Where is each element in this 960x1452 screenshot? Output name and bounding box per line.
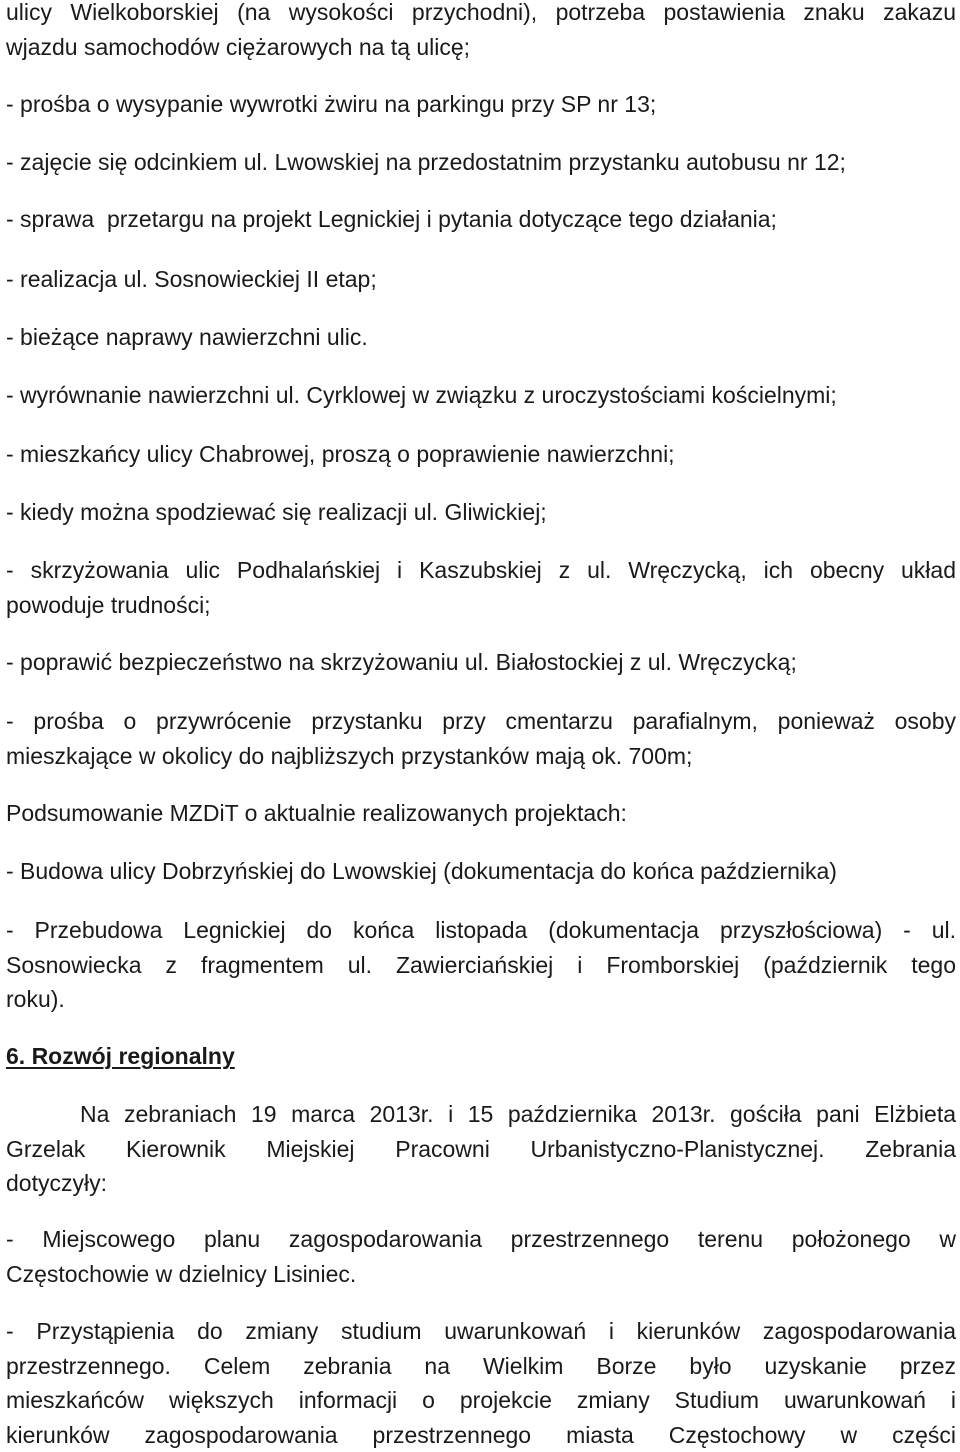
list-item: [6, 913, 956, 1017]
text-line: Na zebraniach 19 marca 2013r. i 15 października 2013r. gościła pani Elżbieta: [6, 1097, 956, 1132]
list-item: [6, 262, 956, 297]
text-line: Częstochowie w dzielnicy Lisiniec.: [6, 1257, 956, 1292]
text-line: - mieszkańcy ulicy Chabrowej, proszą o poprawienie nawierzchni;: [6, 437, 956, 472]
text-line: - kiedy można spodziewać się realizacji ul. Gliwickiej;: [6, 495, 956, 530]
text-line: - prośba o przywrócenie przystanku przy cmentarzu parafialnym, ponieważ osoby: [6, 704, 956, 739]
list-item: [6, 1314, 956, 1452]
list-item: [6, 145, 956, 180]
text-line: Sosnowiecka z fragmentem ul. Zawierciańskiej i Fromborskiej (październik tego: [6, 948, 956, 983]
text-line: mieszkańców większych informacji o projekcie zmiany Studium uwarunkowań i: [6, 1383, 956, 1418]
text-line: - poprawić bezpieczeństwo na skrzyżowaniu ul. Białostockiej z ul. Wręczycką;: [6, 645, 956, 680]
text-line: - realizacja ul. Sosnowieckiej II etap;: [6, 262, 956, 297]
section-heading-text: 6. Rozwój regionalny: [6, 1039, 956, 1074]
list-item: [6, 378, 956, 413]
section-summary-title: [6, 796, 956, 831]
list-item: [6, 320, 956, 355]
text-line: - Przebudowa Legnickiej do końca listopada (dokumentacja przyszłościowa) - ul.: [6, 913, 956, 948]
list-item: [6, 437, 956, 472]
text-line: - Miejscowego planu zagospodarowania przestrzennego terenu położonego w: [6, 1222, 956, 1257]
paragraph: [6, 0, 956, 64]
text-line: kierunków zagospodarowania przestrzennego miasta Częstochowy w części: [6, 1418, 956, 1452]
text-line: roku).: [6, 982, 956, 1017]
list-item: [6, 495, 956, 530]
list-item: [6, 645, 956, 680]
list-item: [6, 553, 956, 622]
text-line: - skrzyżowania ulic Podhalańskiej i Kaszubskiej z ul. Wręczycką, ich obecny układ: [6, 553, 956, 588]
text-line: mieszkające w okolicy do najbliższych przystanków mają ok. 700m;: [6, 739, 956, 774]
list-item: [6, 87, 956, 122]
text-line: dotyczyły:: [6, 1166, 956, 1201]
list-item: [6, 202, 956, 237]
text-line: - Budowa ulicy Dobrzyńskiej do Lwowskiej (dokumentacja do końca października): [6, 854, 956, 889]
text-line: - Przystąpienia do zmiany studium uwarunkowań i kierunków zagospodarowania: [6, 1314, 956, 1349]
text-line: - prośba o wysypanie wywrotki żwiru na parkingu przy SP nr 13;: [6, 87, 956, 122]
text-line: wjazdu samochodów ciężarowych na tą ulicę;: [6, 30, 956, 65]
paragraph: [6, 1097, 956, 1201]
text-line: - bieżące naprawy nawierzchni ulic.: [6, 320, 956, 355]
text-line: powoduje trudności;: [6, 588, 956, 623]
text-line: - sprawa przetargu na projekt Legnickiej i pytania dotyczące tego działania;: [6, 202, 956, 237]
text-line: Grzelak Kierownik Miejskiej Pracowni Urbanistyczno-Planistycznej. Zebrania: [6, 1132, 956, 1167]
text-line: - wyrównanie nawierzchni ul. Cyrklowej w związku z uroczystościami kościelnymi;: [6, 378, 956, 413]
text-line: ulicy Wielkoborskiej (na wysokości przychodni), potrzeba postawienia znaku zakazu: [6, 0, 956, 30]
text-line: - zajęcie się odcinkiem ul. Lwowskiej na przedostatnim przystanku autobusu nr 12;: [6, 145, 956, 180]
list-item: [6, 1222, 956, 1291]
section-heading: [6, 1039, 956, 1074]
text-line: przestrzennego. Celem zebrania na Wielkim Borze było uzyskanie przez: [6, 1349, 956, 1384]
text-line: Podsumowanie MZDiT o aktualnie realizowanych projektach:: [6, 796, 956, 831]
list-item: [6, 854, 956, 889]
list-item: [6, 704, 956, 773]
